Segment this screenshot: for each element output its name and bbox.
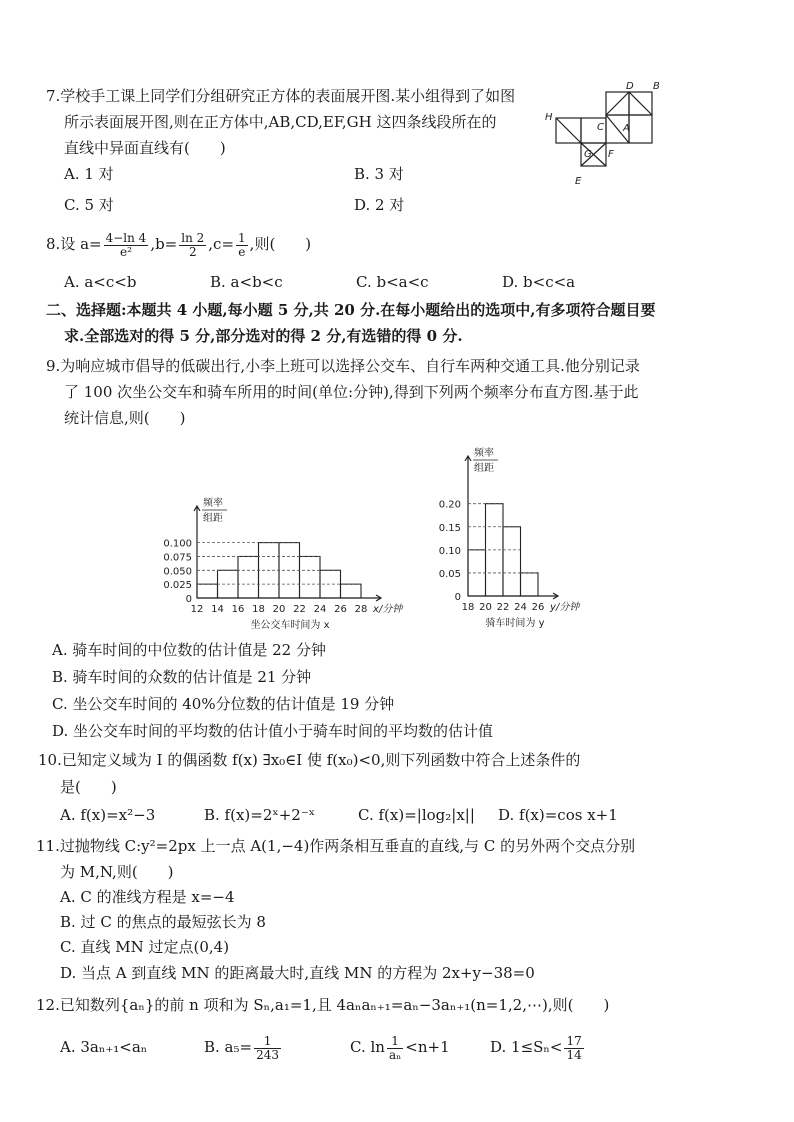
q9-option-d: D. 坐公交车时间的平均数的估计值小于骑车时间的平均数的估计值 <box>52 722 494 740</box>
q8-mid1: ,b= <box>150 235 178 253</box>
label-e: E <box>575 176 582 187</box>
q12-c-num: 1 <box>387 1035 403 1049</box>
x-tick-label: 14 <box>211 604 224 615</box>
x-tick-label: 24 <box>514 602 527 613</box>
x-tick-label: 18 <box>252 604 265 615</box>
q8-c-num: 1 <box>238 230 246 245</box>
y-tick-label: 0.075 <box>163 552 192 564</box>
q12-b-num: 1 <box>254 1035 281 1049</box>
x-tick-label: 22 <box>293 604 306 615</box>
q9-line2: 了 100 次坐公交车和骑车所用的时间(单位:分钟),得到下列两个频率分布直方图.基于此 <box>64 383 639 401</box>
q11-option-c: C. 直线 MN 过定点(0,4) <box>60 938 230 956</box>
y-tick-label: 0.20 <box>438 499 461 511</box>
histogram-bar <box>300 556 321 598</box>
q7-option-b: B. 3 对 <box>354 165 404 183</box>
q12-option-d <box>490 1030 586 1064</box>
q9-option-b: B. 骑车时间的众数的估计值是 21 分钟 <box>52 668 312 686</box>
q8-option-a: A. a<c<b <box>64 273 137 291</box>
y-axis-label-top: 频率 <box>474 448 494 459</box>
histogram-bar <box>521 573 539 596</box>
q8-prefix: 8.设 a= <box>46 235 102 253</box>
y-tick-label: 0.15 <box>438 522 461 534</box>
x-tick-label: 18 <box>461 602 475 613</box>
x-tick-label: 20 <box>272 604 286 615</box>
y-axis-label-top: 频率 <box>203 498 223 509</box>
q8-stem <box>46 228 311 260</box>
q11-option-d: D. 当点 A 到直线 MN 的距离最大时,直线 MN 的方程为 2x+y−38=0 <box>60 964 535 982</box>
x-axis-label: x/分钟 <box>373 604 403 615</box>
q8-b-fraction <box>179 232 206 259</box>
q12-c-fraction <box>387 1035 403 1062</box>
q12-c-den: aₙ <box>388 1047 402 1062</box>
y-tick-label: 0 <box>185 594 192 605</box>
x-tick-label: 26 <box>531 602 545 613</box>
q8-option-b: B. a<b<c <box>210 273 283 291</box>
q10-option-d: D. f(x)=cos x+1 <box>498 806 618 824</box>
section2-line1: 二、选择题:本题共 4 小题,每小题 5 分,共 20 分.在每小题给出的选项中,有多项符合题目要 <box>46 301 656 319</box>
q12-line1: 12.已知数列{aₙ}的前 n 项和为 Sₙ,a₁=1,且 4aₙaₙ₊₁=aₙ−3aₙ₊₁(n=1,2,⋯),则( ) <box>36 996 610 1014</box>
histogram-bar <box>197 584 218 598</box>
label-g: G <box>584 149 592 160</box>
q8-b-den: 2 <box>188 244 197 259</box>
x-axis-label: y/分钟 <box>550 602 580 613</box>
bus-time-histogram <box>150 470 420 635</box>
y-axis-label-bottom: 组距 <box>203 513 223 524</box>
q8-a-fraction <box>104 232 149 259</box>
q8-b-num: ln 2 <box>181 230 205 245</box>
histogram-bar <box>341 584 362 598</box>
q8-c-fraction <box>236 232 248 259</box>
q9-line3: 统计信息,则( ) <box>64 409 186 427</box>
q12-d-fraction <box>564 1035 583 1062</box>
q12-b-den: 243 <box>256 1047 279 1062</box>
q12-c-prefix: C. ln <box>350 1038 385 1056</box>
q11-line1: 11.过抛物线 C:y²=2px 上一点 A(1,−4)作两条相互垂直的直线,与 C 的另外两个交点分别 <box>36 837 636 855</box>
label-b: B <box>653 81 660 92</box>
q7-line1: 7.学校手工课上同学们分组研究正方体的表面展开图.某小组得到了如图 <box>46 87 516 105</box>
q8-suffix: ,则( ) <box>249 235 312 253</box>
cube-net-diagram <box>540 78 670 190</box>
x-tick-label: 22 <box>496 602 510 613</box>
q8-a-den: e² <box>119 244 132 259</box>
label-f: F <box>608 149 614 160</box>
q7-line2: 所示表面展开图,则在正方体中,AB,CD,EF,GH 这四条线段所在的 <box>64 113 497 131</box>
x-tick-label: 16 <box>231 604 245 615</box>
q12-b-fraction <box>254 1035 281 1062</box>
y-tick-label: 0.10 <box>438 545 461 557</box>
x-tick-label: 28 <box>354 604 368 615</box>
y-tick-label: 0.025 <box>163 580 192 592</box>
q11-option-a: A. C 的准线方程是 x=−4 <box>60 888 235 906</box>
x-tick-label: 12 <box>190 604 204 615</box>
x-tick-label: 26 <box>334 604 347 615</box>
section2-line2: 求.全部选对的得 5 分,部分选对的得 2 分,有选错的得 0 分. <box>64 327 463 345</box>
q9-line1: 9.为响应城市倡导的低碳出行,小李上班可以选择公交车、自行车两种交通工具.他分别记录 <box>46 357 640 375</box>
y-tick-label: 0 <box>454 592 461 603</box>
chart-title: 坐公交车时间为 x <box>250 620 330 631</box>
q8-mid2: ,c= <box>208 235 235 253</box>
x-tick-label: 20 <box>479 602 492 613</box>
q7-option-a: A. 1 对 <box>64 165 114 183</box>
q9-option-c: C. 坐公交车时间的 40%分位数的估计值是 19 分钟 <box>52 695 395 713</box>
bike-time-histogram <box>425 436 595 632</box>
q10-option-c: C. f(x)=|log₂|x|| <box>358 806 475 824</box>
histogram-bar <box>503 527 521 596</box>
q12-c-suffix: <n+1 <box>405 1038 450 1056</box>
q8-a-num: 4−ln 4 <box>105 230 147 245</box>
q10-option-a: A. f(x)=x²−3 <box>60 806 156 824</box>
q8-option-c: C. b<a<c <box>356 273 429 291</box>
y-tick-label: 0.050 <box>163 566 192 578</box>
q10-line1: 10.已知定义域为 I 的偶函数 f(x) ∃x₀∈I 使 f(x₀)<0,则下列函数中符合上述条件的 <box>38 751 581 769</box>
q8-c-den: e <box>238 244 246 259</box>
q11-option-b: B. 过 C 的焦点的最短弦长为 8 <box>60 913 266 931</box>
q11-line2: 为 M,N,则( ) <box>60 863 174 881</box>
label-h: H <box>545 112 553 123</box>
x-tick-label: 24 <box>313 604 327 615</box>
q8-option-d: D. b<c<a <box>502 273 576 291</box>
label-a: A <box>623 123 630 134</box>
histogram-bar <box>238 556 259 598</box>
q12-option-c <box>350 1030 450 1064</box>
q12-d-den: 14 <box>566 1047 582 1062</box>
q10-option-b: B. f(x)=2ˣ+2⁻ˣ <box>204 806 316 824</box>
q10-line2: 是( ) <box>60 778 117 796</box>
q12-option-b <box>204 1030 283 1064</box>
label-c: C <box>597 122 604 133</box>
q12-d-num: 17 <box>566 1033 582 1048</box>
y-tick-label: 0.100 <box>163 538 192 550</box>
q7-option-c: C. 5 对 <box>64 196 114 214</box>
chart-title: 骑车时间为 y <box>485 618 545 629</box>
y-axis-label-bottom: 组距 <box>474 463 494 474</box>
q12-d-prefix: D. 1≤Sₙ< <box>490 1038 563 1056</box>
q7-line3: 直线中异面直线有( ) <box>64 139 226 157</box>
label-d: D <box>626 81 634 92</box>
q12-b-prefix: B. a₅= <box>204 1038 253 1056</box>
y-tick-label: 0.05 <box>438 568 461 580</box>
q12-option-a: A. 3aₙ₊₁<aₙ <box>60 1038 148 1056</box>
q9-option-a: A. 骑车时间的中位数的估计值是 22 分钟 <box>52 641 326 659</box>
q7-option-d: D. 2 对 <box>354 196 405 214</box>
